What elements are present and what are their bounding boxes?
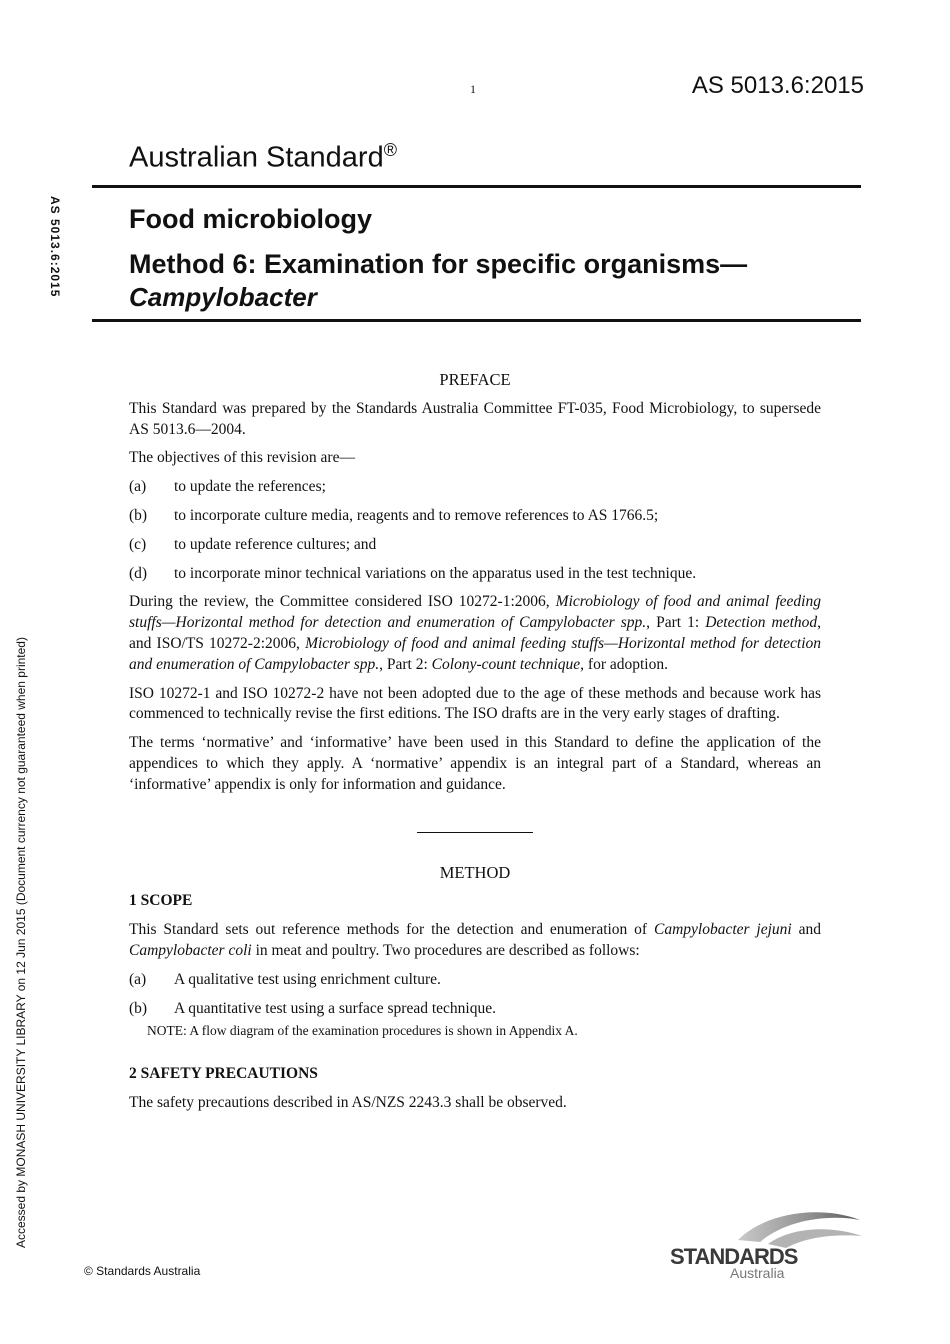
text-run: in meat and poultry. Two procedures are described as follows: [251,941,640,959]
list-item [129,564,821,585]
organism-name: Campylobacter jejuni [653,921,792,939]
scope-paragraph [129,920,821,962]
series-label-text: Australian Standard [129,141,384,174]
iso-title-part-1: Microbiology of food and animal feeding stuffs—Horizontal method for detection and enumeration of Campylobacter spp. [129,593,821,632]
preface-paragraph-1: This Standard was prepared by the Standards Australia Committee FT-035, Food Microbiology, to supersede AS 5013.6—2004. [129,399,821,438]
list-item-text: to update reference cultures; and [174,535,377,553]
text-run: , Part 2: [379,655,432,673]
document-body [129,370,821,1122]
list-item-text: to incorporate minor technical variations on the apparatus used in the test technique. [174,564,697,582]
logo-swoosh-icon [668,1206,864,1282]
list-item-label: (b) [129,506,148,524]
title-line-3: Campylobacter [129,282,317,312]
list-item [129,506,821,527]
text-run: This Standard sets out reference methods for the detection and enumeration of [129,921,654,939]
list-item [129,477,821,498]
part-1-title: Detection method [705,614,818,632]
list-item [129,970,821,991]
registered-mark: ® [383,140,397,160]
title-line-2: Method 6: Examination for specific organisms— [129,249,748,279]
method-heading: METHOD [439,862,511,882]
part-2-title: Colony-count technique [431,655,581,673]
text-run: During the review, the Committee considered ISO 10272-1:2006, [129,593,556,611]
list-item-label: (c) [129,535,147,553]
page-number: 1 [470,82,476,96]
organism-name: Campylobacter coli [129,941,252,959]
text-run: , and ISO/TS 10272-2:2006, [129,614,821,652]
safety-paragraph: The safety precautions described in AS/NZS 2243.3 shall be observed. [129,1093,567,1111]
preface-paragraph-5: The terms ‘normative’ and ‘informative’ have been used in this Standard to define the application of the appendices to which they apply. A ‘normative’ appendix is an integral part of a Standard, whereas an ‘informative’ appendix is only for information and guidance. [129,734,821,793]
list-item [129,999,821,1020]
list-item-text: to incorporate culture media, reagents and to remove references to AS 1766.5; [174,506,659,524]
list-item-text: to update the references; [174,478,326,496]
logo-main-text: STANDARDS [670,1244,798,1269]
section-separator [417,832,533,833]
text-run: , for adoption. [580,655,668,673]
list-item-label: (d) [129,564,148,582]
list-item-text: A quantitative test using a surface spread technique. [174,999,496,1017]
scope-heading: 1 SCOPE [129,892,193,910]
preface-paragraph-4: ISO 10272-1 and ISO 10272-2 have not been adopted due to the age of these methods and because work has commenced to technically revise the first editions. The ISO drafts are in the very early stages of drafting. [129,684,821,723]
side-standard-code: AS 5013.6:2015 [48,196,62,298]
title-line-1: Food microbiology [129,204,372,234]
title-rule-bottom [92,319,861,322]
preface-paragraph-2: The objectives of this revision are— [129,449,355,467]
access-note: Accessed by MONASH UNIVERSITY LIBRARY on 12 Jun 2015 (Document currency not guaranteed when printed) [14,637,28,1248]
list-item-label: (a) [129,970,147,988]
logo-sub-text: Australia [730,1265,785,1281]
iso-title-part-2: Microbiology of food and animal feeding stuffs—Horizontal method for detection and enumeration of Campylobacter spp. [129,634,822,673]
list-item-label: (a) [129,478,147,496]
safety-heading: 2 SAFETY PRECAUTIONS [129,1065,318,1083]
list-item [129,535,821,556]
copyright-notice: © Standards Australia [84,1264,201,1278]
standard-code: AS 5013.6:2015 [691,72,864,99]
scope-note: NOTE: A flow diagram of the examination procedures is shown in Appendix A. [147,1023,578,1039]
list-item-label: (b) [129,999,148,1017]
list-item-text: A qualitative test using enrichment culture. [174,970,441,988]
text-run: , Part 1: [646,614,706,632]
title-rule-top [92,185,861,188]
standards-australia-logo [668,1206,864,1282]
preface-paragraph-3 [129,592,821,675]
text-run: and [791,921,821,939]
series-label [129,140,397,175]
preface-heading: PREFACE [439,370,511,389]
